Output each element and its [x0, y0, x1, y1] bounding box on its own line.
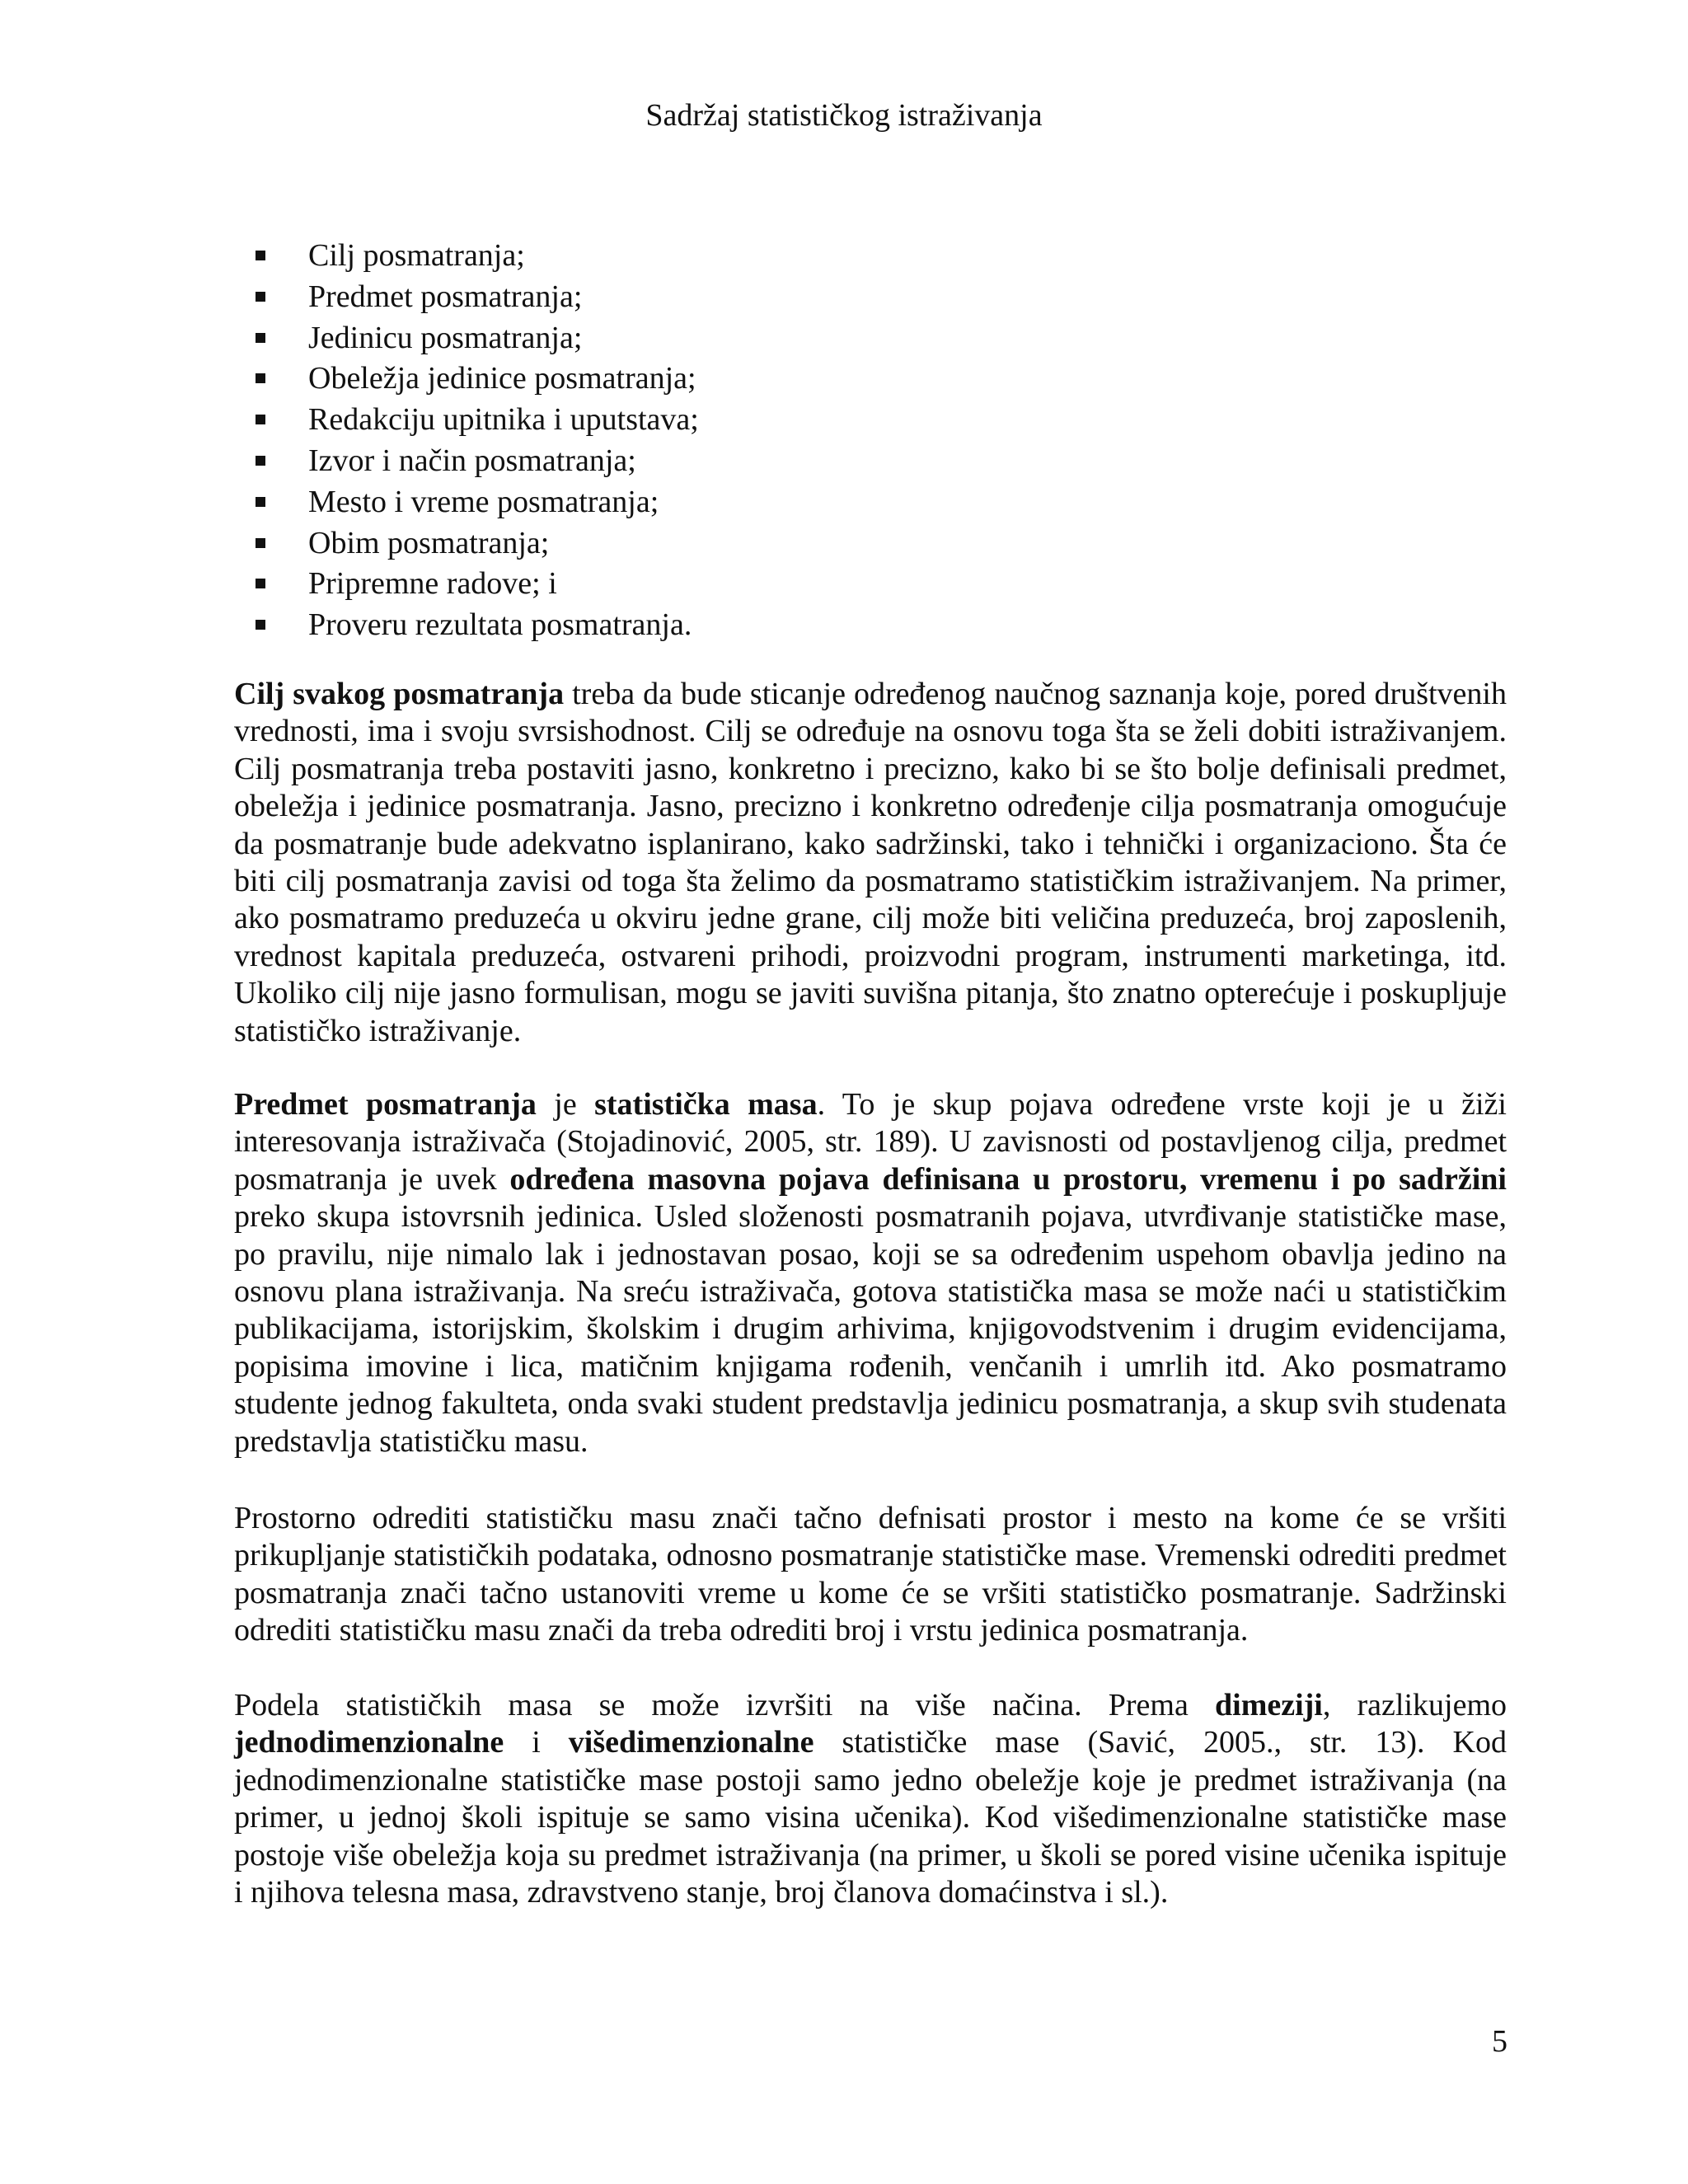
bold-term: statistička masa [594, 1087, 818, 1122]
paragraph-podela-masa [234, 1687, 1507, 1911]
paragraph-cilj-posmatranja [234, 676, 1507, 1050]
square-bullet-icon [256, 456, 265, 466]
bold-term: Predmet posmatranja [234, 1087, 537, 1122]
square-bullet-icon [256, 497, 265, 507]
list-item-text: Obim posmatranja; [308, 525, 550, 560]
paragraph-text: , razlikujemo [1322, 1688, 1507, 1722]
square-bullet-icon [256, 620, 265, 630]
square-bullet-icon [256, 579, 265, 588]
paragraph-predmet-posmatranja [234, 1086, 1507, 1460]
list-item [256, 482, 699, 523]
bold-term: dimeziji [1215, 1688, 1323, 1722]
paragraph-text: treba da bude sticanje određenog naučnog saznanja koje, pored društvenih vrednosti, ima i svoju svrsishodnost. Cilj se određuje na osnovu toga šta se želi dobiti istraživanjem. Cilj posmatranja treba postaviti jasno, konkretno i precizno, kako bi se što bolje definisali predmet, obeležja i jedinice posmatranja. Jasno, precizno i konkretno određenje cilja posmatranja omogućuje da posmatranje bude adekvatno isplanirano, kako sadržinski, tako i tehnički i organizaciono. Šta će biti cilj posmatranja zavisi od toga šta želimo da posmatramo statističkim istraživanjem. Na primer, ako posmatramo preduzeća u okviru jedne grane, cilj može biti veličina preduzeća, broj zaposlenih, vrednost kapitala preduzeća, ostvareni prihodi, proizvodni program, instrumenti marketinga, itd. Ukoliko cilj nije jasno formulisan, mogu se javiti suvišna pitanja, što znatno opterećuje i poskupljuje statističko istraživanje. [234, 677, 1507, 1048]
paragraph-text: i [504, 1725, 569, 1760]
bold-term: Cilj svakog posmatranja [234, 677, 565, 711]
list-item [256, 441, 699, 482]
list-item [256, 400, 699, 441]
list-item-text: Redakciju upitnika i uputstava; [308, 402, 699, 438]
list-item [256, 318, 699, 359]
list-item-text: Cilj posmatranja; [308, 238, 525, 273]
paragraph-text: . To je skup pojava određene vrste koji je u žiži interesovanja istraživača (Stojadinović, 2005, str. 189). U zavisnosti od postavljenog cilja, predmet posmatranja je uvek [234, 1087, 1507, 1197]
list-item [256, 359, 699, 400]
list-item-text: Mesto i vreme posmatranja; [308, 484, 659, 519]
list-item [256, 236, 699, 277]
paragraph-text: Prostorno odrediti statističku masu znači tačno defnisati prostor i mesto na kome će se vršiti prikupljanje statističkih podataka, odnosno posmatranje statističke mase. Vremenski odrediti predmet posmatranja znači tačno ustanoviti vreme u kome će se vršiti statističko posmatranje. Sadržinski odrediti statističku masu znači da treba odrediti broj i vrstu jedinica posmatranja. [234, 1501, 1507, 1648]
list-item [256, 605, 699, 646]
page-header: Sadržaj statističkog istraživanja [645, 98, 1043, 133]
square-bullet-icon [256, 251, 265, 260]
paragraph-text: Podela statističkih masa se može izvršiti na više načina. Prema [234, 1688, 1216, 1722]
square-bullet-icon [256, 538, 265, 548]
bold-term: jednodimenzionalne [234, 1725, 504, 1760]
paragraph-prostorno-odrediti [234, 1500, 1507, 1650]
bullet-list [256, 236, 699, 646]
square-bullet-icon [256, 333, 265, 343]
list-item-text: Jedinicu posmatranja; [308, 320, 583, 355]
list-item-text: Pripremne radove; i [308, 566, 557, 602]
square-bullet-icon [256, 415, 265, 424]
square-bullet-icon [256, 373, 265, 383]
list-item [256, 564, 699, 605]
paragraph-text: je [536, 1087, 595, 1122]
paragraph-text: statističke mase (Savić, 2005., str. 13). Kod jednodimenzionalne statističke mase postoji samo jedno obeležje koje je predmet istraživanja (na primer, u jednoj školi ispituje se samo visina učenika). Kod višedimenzionalne statističke mase postoje više obeležja koja su predmet istraživanja (na primer, u školi se pored visine učenika ispituje i njihova telesna masa, zdravstveno stanje, broj članova domaćinstva i sl.). [234, 1725, 1507, 1910]
list-item-text: Proveru rezultata posmatranja. [308, 607, 692, 643]
square-bullet-icon [256, 292, 265, 302]
list-item-text: Obeležja jedinice posmatranja; [308, 361, 696, 396]
bold-term: višedimenzionalne [568, 1725, 814, 1760]
bold-term: određena masovna pojava definisana u prostoru, vremenu i po sadržini [509, 1161, 1507, 1197]
list-item [256, 523, 699, 565]
list-item [256, 277, 699, 318]
list-item-text: Izvor i način posmatranja; [308, 443, 636, 478]
paragraph-text: preko skupa istovrsnih jedinica. Usled složenosti posmatranih pojava, utvrđivanje statističke mase, po pravilu, nije nimalo lak i jednostavan posao, koji se sa određenim uspehom obavlja jedino na osnovu plana istraživanja. Na sreću istraživača, gotova statistička masa se može naći u statističkim publikacijama, istorijskim, školskim i drugim arhivima, knjigovodstvenim i drugim evidencijama, popisima imovine i lica, matičnim knjigama rođenih, venčanih i umrlih itd. Ako posmatramo studente jednog fakulteta, onda svaki student predstavlja jedinicu posmatranja, a skup svih studenata predstavlja statističku masu. [234, 1199, 1507, 1459]
page-number: 5 [1492, 2024, 1507, 2059]
list-item-text: Predmet posmatranja; [308, 279, 583, 314]
